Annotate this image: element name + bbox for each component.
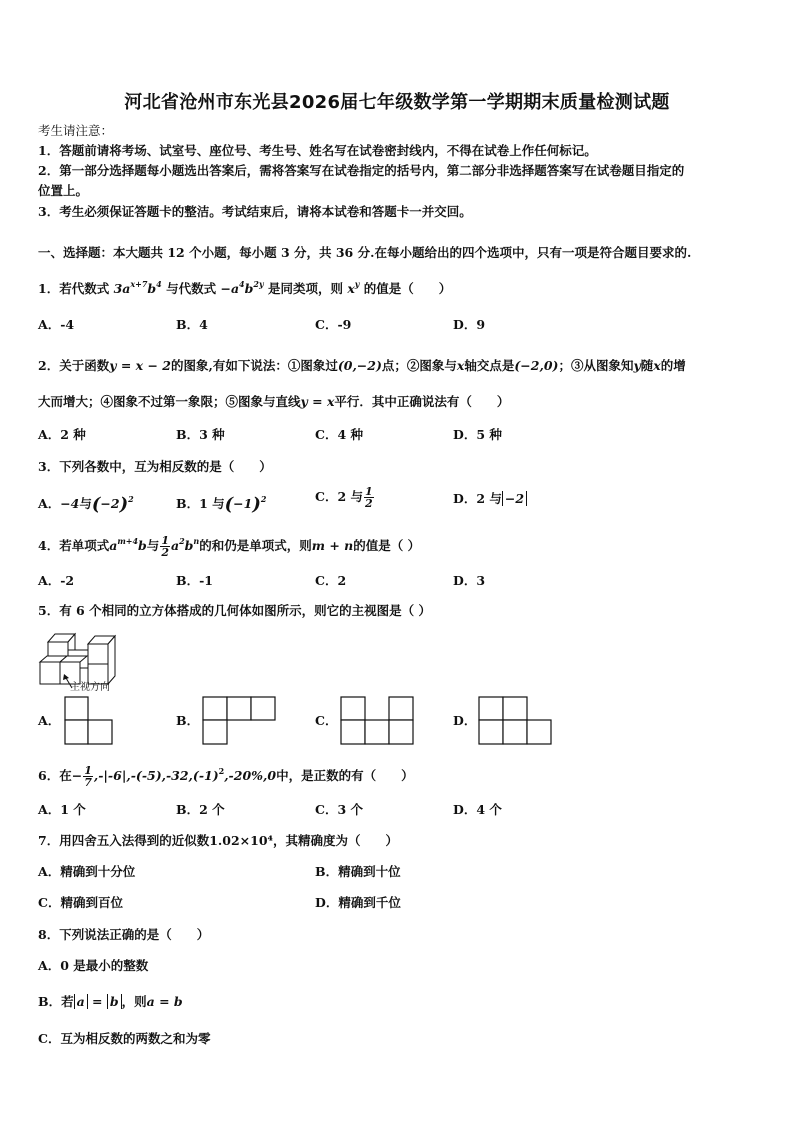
q3-option-a-expr-1: −4 <box>60 496 80 511</box>
q2-text-b: 的图象,有如下说法：①图象过 <box>170 358 338 373</box>
section-heading: 一、选择题：本大题共 12 个小题，每小题 3 分，共 36 分.在每小题给出的四个选项中，只有一项是符合题目要求的. <box>38 245 692 260</box>
question-7-stem: 7．用四舍五入法得到的近似数1.02×10⁴，其精确度为（ ） <box>38 833 398 848</box>
q4-expr-3: m + n <box>311 538 354 553</box>
q5-option-c-view[interactable] <box>340 696 416 746</box>
q8-option-a[interactable]: A．0 是最小的整数 <box>38 958 149 973</box>
q2-option-c[interactable]: C．4 种 <box>315 427 363 442</box>
q1-expr-1: $3a^{x+7}b^4$ <box>113 279 162 296</box>
q3-option-d-abs: −2 <box>502 491 527 506</box>
question-5-stem: 5．有 6 个相同的立方体搭成的几何体如图所示，则它的主视图是（ ） <box>38 603 431 618</box>
q2-line: y = x <box>300 394 335 409</box>
q5-option-c-label[interactable]: C． <box>315 713 338 728</box>
q8-abs-b: b <box>107 994 122 1009</box>
q5-option-d-view[interactable] <box>478 696 554 746</box>
notice-item-2: 2．第一部分选择题每小题选出答案后，需将答案写在试卷指定的括号内，第二部分非选择题答案写在试卷题目指定的 <box>38 163 685 178</box>
q8-option-b-text-2: ，则 <box>121 994 147 1009</box>
q1-text-d: 的值是（ ） <box>363 281 452 296</box>
q4-text-d: 的值是（ ） <box>353 538 421 553</box>
q5-option-a-label[interactable]: A． <box>38 713 61 728</box>
q5-option-a-view[interactable] <box>64 696 114 746</box>
q4-fraction: $\frac{1}{2}$ <box>161 534 169 559</box>
q1-text-a: 1．若代数式 <box>38 281 110 296</box>
q8-eq: = <box>87 994 107 1009</box>
q2-x-1: x <box>456 358 465 373</box>
q3-option-a-expr-2: $(-2)^2$ <box>91 494 134 515</box>
notice-heading: 考生请注意： <box>38 123 114 138</box>
q7-option-a[interactable]: A．精确到十分位 <box>38 864 136 879</box>
q2-text-h: 大而增大；④图象不过第一象限；⑤图象与直线 <box>38 394 301 409</box>
q8-conclusion: a = b <box>146 994 183 1009</box>
q6-fraction: $\frac{1}{7}$ <box>84 764 92 789</box>
view-direction-label: 主视方向 <box>70 682 110 693</box>
q3-option-d-label: D．2 与 <box>453 491 502 506</box>
q1-expr-2: $-a^4b^{2y}$ <box>220 279 264 296</box>
notice-item-1: 1．答题前请将考场、试室号、座位号、考生号、姓名写在试卷密封线内，不得在试卷上作任何标记。 <box>38 143 597 158</box>
q4-text-a: 4．若单项式 <box>38 538 110 553</box>
question-8-stem: 8．下列说法正确的是（ ） <box>38 927 210 942</box>
q6-list-2: ,-20%,0 <box>224 768 277 783</box>
q2-y: y <box>633 358 641 373</box>
q7-option-b[interactable]: B．精确到十位 <box>315 864 401 879</box>
q3-option-b-expr: $(-1)^2$ <box>224 494 267 515</box>
page-title: 河北省沧州市东光县2026届七年级数学第一学期期末质量检测试题 <box>124 92 670 113</box>
q3-option-b[interactable] <box>176 490 266 514</box>
q1-option-c[interactable]: C．-9 <box>315 317 352 332</box>
q2-option-a[interactable]: A．2 种 <box>38 427 86 442</box>
q2-option-b[interactable]: B．3 种 <box>176 427 225 442</box>
q4-text-c: 的和仍是单项式，则 <box>199 538 312 553</box>
q7-option-c[interactable]: C．精确到百位 <box>38 895 123 910</box>
q5-option-b-label[interactable]: B． <box>176 713 200 728</box>
q6-minus: − <box>71 768 83 783</box>
q3-option-d[interactable] <box>453 490 527 508</box>
q2-func: y = x − 2 <box>109 358 171 373</box>
q4-option-c[interactable]: C．2 <box>315 573 347 588</box>
q6-option-c[interactable]: C．3 个 <box>315 802 363 817</box>
q8-option-c[interactable]: C．互为相反数的两数之和为零 <box>38 1031 211 1046</box>
q3-option-c-label: C．2 与 <box>315 489 363 504</box>
q4-text-b: 与 <box>146 538 160 553</box>
q8-abs-a: a <box>74 994 88 1009</box>
q3-option-a-with: 与 <box>79 496 92 511</box>
q2-text-g: 的增 <box>660 358 686 373</box>
question-1-stem <box>38 275 451 298</box>
q6-text-a: 6．在 <box>38 768 72 783</box>
q4-option-d[interactable]: D．3 <box>453 573 486 588</box>
question-2-stem <box>38 357 686 375</box>
q2-text-c: 点；②图象与 <box>381 358 457 373</box>
q2-x-2: x <box>653 358 661 373</box>
q6-option-b[interactable]: B．2 个 <box>176 802 225 817</box>
q2-point-1: (0,−2) <box>337 358 382 373</box>
q4-option-b[interactable]: B．-1 <box>176 573 213 588</box>
q6-option-d[interactable]: D．4 个 <box>453 802 502 817</box>
q2-text-i: 平行．其中正确说法有（ ） <box>334 394 510 409</box>
q3-option-b-label: B．1 与 <box>176 496 225 511</box>
q1-text-b: 与代数式 <box>166 281 217 296</box>
q3-option-c-fraction: $\frac{1}{2}$ <box>365 485 373 510</box>
q1-text-c: 是同类项，则 <box>267 281 343 296</box>
q1-expr-3: $x^y$ <box>347 279 360 296</box>
q5-option-b-view[interactable] <box>202 696 278 746</box>
question-6-stem: 6．在− $\frac{1}{7}$ $,-|-6|,-(-5),-32,(-1)^2,-20\%,0$中，是正数的有（ ） <box>38 764 414 789</box>
q7-option-d[interactable]: D．精确到千位 <box>315 895 401 910</box>
q2-text-f: 随 <box>640 358 654 373</box>
q1-option-b[interactable]: B．4 <box>176 317 208 332</box>
q2-text-e: ；③从图象知 <box>558 358 634 373</box>
q1-option-a[interactable]: A．-4 <box>38 317 75 332</box>
q3-option-a[interactable] <box>38 490 134 514</box>
q4-expr-1: $a^{m+4}b$ <box>109 536 147 553</box>
notice-item-2-cont: 位置上。 <box>38 183 89 198</box>
q4-expr-2: $a^2b^n$ <box>170 536 200 553</box>
question-3-stem: 3．下列各数中，互为相反数的是（ ） <box>38 459 272 474</box>
q2-option-d[interactable]: D．5 种 <box>453 427 502 442</box>
question-2-line-2 <box>38 393 509 411</box>
q5-option-d-label[interactable]: D． <box>453 713 477 728</box>
q3-option-c[interactable] <box>315 486 375 509</box>
question-4-stem <box>38 532 420 558</box>
notice-item-3: 3．考生必须保证答题卡的整洁。考试结束后，请将本试卷和答题卡一并交回。 <box>38 204 472 219</box>
q3-option-a-label: A． <box>38 496 61 511</box>
q1-option-d[interactable]: D．9 <box>453 317 486 332</box>
q4-option-a[interactable]: A．-2 <box>38 573 75 588</box>
q2-text-a: 2．关于函数 <box>38 358 110 373</box>
q6-text-d: 中，是正数的有（ ） <box>276 768 414 783</box>
q8-option-b-text-1: B．若 <box>38 994 74 1009</box>
q8-option-b[interactable] <box>38 993 183 1011</box>
q6-list-1: ,-|-6|,-(-5),-32,(-1) <box>93 768 219 783</box>
q6-option-a[interactable]: A．1 个 <box>38 802 86 817</box>
q2-point-2: (−2,0) <box>514 358 559 373</box>
q2-text-d: 轴交点是 <box>464 358 515 373</box>
